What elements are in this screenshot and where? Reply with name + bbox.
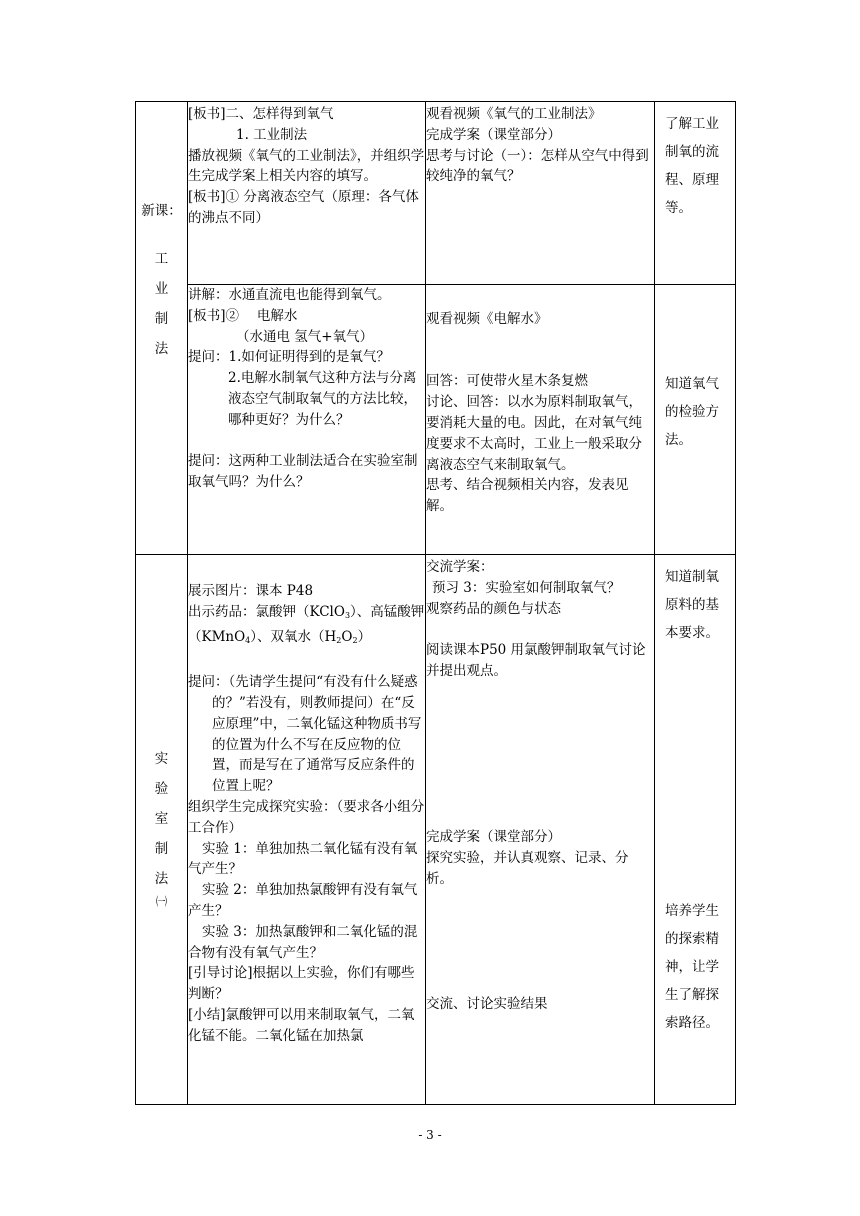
stage-cell-lab-method xyxy=(136,555,188,1105)
student-activity-cell xyxy=(426,102,655,285)
goal-text: 知道氧气的检验方法。 xyxy=(665,376,719,448)
teacher-activity-cell xyxy=(188,555,426,1105)
student-text: 观看视频《电解水》 xyxy=(426,311,548,327)
student-text: 思考、结合视频相关内容，发表见解。 xyxy=(426,477,629,515)
stage-label-char: 工 xyxy=(154,251,169,267)
student-text: 讨论、回答：以水为原料制取氧气，要消耗大量的电。因此，在对氧气纯度要求不太高时，工业上一般采取分离液态空气来制取氧气。 xyxy=(426,394,642,473)
question-text: 提问：这两种工业制法适合在实验室制取氧气吗？为什么？ xyxy=(188,453,418,491)
goal-text: 知道制氧原料的基本要求。 xyxy=(665,569,719,641)
stage-label-char: 法 xyxy=(154,341,169,357)
student-text: 思考与讨论（一）：怎样从空气中得到较纯净的氧气？ xyxy=(426,147,649,185)
student-text: 交流学案： xyxy=(426,559,494,575)
table-row xyxy=(136,102,736,285)
stage-label-char: ㈠ xyxy=(156,895,167,908)
goal-cell xyxy=(655,102,736,285)
question-text: 提问：1.如何证明得到的是氧气？ xyxy=(188,349,390,366)
student-text: 预习 3：实验室如何制取氧气？ xyxy=(432,579,621,596)
question-text: 2.电解水制氧气这种方法与分离液态空气制取氧气的方法比较，哪种更好？为什么？ xyxy=(228,370,417,428)
equation-text: （水通电 氢气+氧气） xyxy=(236,328,374,345)
goal-text: 了解工业制氧的流程、原理等。 xyxy=(665,116,719,216)
page-number: - 3 - xyxy=(418,1128,442,1142)
student-text: 回答：可使带火星木条复燃 xyxy=(426,373,588,390)
stage-label-top: 新课： xyxy=(141,203,182,219)
student-text: 完成学案（课堂部分） xyxy=(426,126,561,143)
experiment-text: 实验 3：加热氯酸钾和二氧化锰的混合物有没有氧气产生？ xyxy=(188,923,418,961)
student-text: 阅读课本P50 用氯酸钾制取氧气讨论并提出观点。 xyxy=(426,642,646,679)
stage-label-char: 法 xyxy=(154,871,169,887)
student-text: 探究实验，并认真观察、记录、分析。 xyxy=(426,850,629,887)
table-row xyxy=(136,555,736,1105)
student-activity-cell xyxy=(426,555,655,1105)
student-text: 完成学案（课堂部分） xyxy=(426,829,561,846)
board-heading: [板书]二、怎样得到氧气 xyxy=(188,106,334,122)
board-text: [板书]① 分离液态空气（原理：各气体的沸点不同） xyxy=(188,189,419,226)
stage-label-char: 制 xyxy=(154,841,169,857)
guide-text: [引导讨论]根据以上实验，你们有哪些判断？ xyxy=(188,965,415,1003)
stage-cell-new-lesson xyxy=(136,102,188,555)
experiment-text: 实验 2：单独加热氯酸钾有没有氧气产生？ xyxy=(188,882,418,919)
teacher-activity-cell xyxy=(188,285,426,555)
lesson-plan-table xyxy=(135,101,736,1105)
student-text: 观察药品的颜色与状态 xyxy=(426,600,561,617)
teacher-text: 组织学生完成探究实验：（要求各小组分工合作） xyxy=(188,798,425,836)
stage-label-char: 业 xyxy=(154,281,169,297)
drugs-text: 出示药品：氯酸钾（KClO$_3$）、高锰酸钾（KMnO$_4$）、双氧水$(H_2O_2)$ xyxy=(188,603,425,645)
teacher-text: 播放视频《氧气的工业制法》，并组织学生完成学案上相关内容的填写。 xyxy=(188,147,425,185)
goal-cell xyxy=(655,555,736,1105)
student-text: 观看视频《氧气的工业制法》 xyxy=(426,106,602,122)
stage-label-char: 室 xyxy=(154,811,169,827)
student-text: 交流、讨论实验结果 xyxy=(426,995,548,1012)
stage-label-char: 实 xyxy=(154,751,169,767)
teacher-text: 讲解：水通直流电也能得到氧气。 xyxy=(188,287,391,303)
teacher-activity-cell xyxy=(188,102,426,285)
teacher-text: 展示图片：课本 P48 xyxy=(188,583,314,599)
question-text: 提问：（先请学生提问“有没有什么疑惑的？”若没有，则教师提问）在“反应原理”中，二氧化锰这种物质书写的位置为什么不写在反应物的位置，而是写在了通常写反应条件的位置上呢？ xyxy=(188,674,422,795)
board-subheading: 1. 工业制法 xyxy=(236,126,308,143)
experiment-text: 实验 1：单独加热二氧化锰有没有氧气产生？ xyxy=(188,840,418,878)
goal-cell xyxy=(655,285,736,555)
stage-label-char: 制 xyxy=(154,311,169,327)
table-row xyxy=(136,285,736,555)
student-activity-cell xyxy=(426,285,655,555)
board-text: [板书]② 电解水 xyxy=(188,307,298,324)
stage-label-char: 验 xyxy=(154,781,169,797)
goal-text: 培养学生的探索精神，让学生了解探索路径。 xyxy=(665,903,719,1031)
summary-text: [小结]氯酸钾可以用来制取氧气，二氧化锰不能。二氧化锰在加热氯 xyxy=(188,1006,415,1044)
